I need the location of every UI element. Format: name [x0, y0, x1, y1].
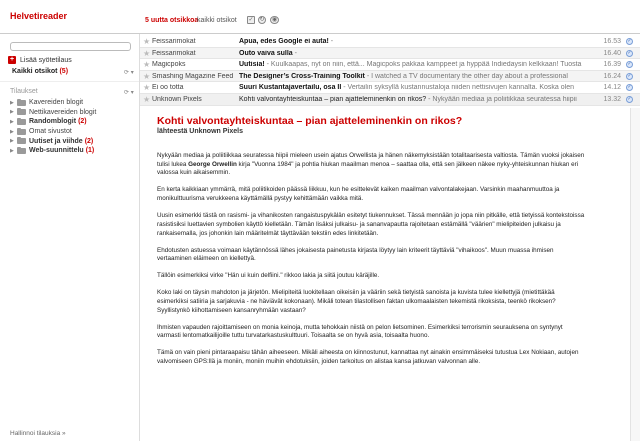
mark-read-icon[interactable]: ✓ — [627, 61, 632, 68]
list-item[interactable] — [140, 36, 640, 48]
item-time: 13.32 — [603, 95, 621, 103]
all-items-label: Kaikki otsikot — [12, 68, 58, 75]
folder-count: (1) — [85, 147, 95, 155]
item-text — [239, 50, 601, 57]
star-icon[interactable]: ★ — [143, 37, 151, 46]
subscription-folder-list — [10, 98, 135, 156]
mark-all-read-icon[interactable]: ✓ — [248, 17, 254, 23]
item-snippet: - Nykyään mediaa ja poliitikkaa seuratessa hiipii — [426, 95, 577, 103]
folder-label: Web-suunnittelu — [29, 147, 84, 155]
sidebar-folder-item[interactable] — [10, 117, 135, 127]
star-icon[interactable]: ★ — [143, 83, 151, 93]
article-paragraph — [157, 152, 587, 178]
article-view — [157, 115, 587, 375]
item-time: 16.40 — [603, 49, 621, 57]
refresh-icon[interactable]: ↻ — [259, 17, 265, 23]
all-items-count: (5) — [59, 68, 69, 75]
paragraph-text: Nykyään mediaa ja poliitiikkaa seuratessa hiipii mieleen usein ajatus Orwellista ja hänen näkemyksistään totalitaarisesta valtiosta. Tämän vuoksi jokaisen tulisi lukea — [157, 152, 585, 168]
list-item[interactable] — [140, 59, 640, 71]
manage-subscriptions-link[interactable]: Hallinnoi tilauksia » — [10, 430, 66, 437]
item-time: 16.53 — [603, 38, 621, 45]
article-body — [157, 152, 587, 367]
mark-read-icon[interactable]: ✓ — [627, 72, 632, 79]
subscriptions-controls[interactable]: ⟳ ▾ — [124, 90, 134, 96]
folder-icon — [17, 148, 26, 154]
item-time: 16.24 — [603, 72, 621, 80]
paragraph-text: kirja "Vuonna 1984" ja pohtia hiukan maailman menoa – saattaa olla, että sen jälkeen näkee nyky-yhteiskunnan hiukan eri valossa kuin aikaisemmin. — [157, 160, 579, 177]
expand-arrow-icon[interactable]: ▶ — [10, 118, 14, 125]
subscriptions-heading: Tilaukset — [10, 88, 38, 95]
mark-read-icon[interactable]: ✓ — [627, 49, 632, 56]
view-toggle-icon[interactable]: ◉ — [271, 17, 278, 23]
mark-read-icon[interactable]: ✓ — [627, 38, 632, 44]
item-source: Unknown Pixels — [152, 95, 202, 103]
unread-items-link[interactable]: 5 uutta otsikkoa — [145, 17, 199, 24]
article-paragraph: Ehdotusten astuessa voimaan käytännössä lähes jokaisesta painetusta kirjasta löytyy lain kriteerit täyttäviä "vihaikoos". Muun muassa ihmisen vertaaminen eläimeen on kiellettyä. — [157, 246, 554, 263]
folder-icon — [17, 119, 26, 125]
item-title: Apua, edes Google ei auta! — [239, 38, 329, 45]
article-paragraph: En kerta kaikkiaan ymmärrä, mitä poliitikoiden päässä liikkuu, kun he esittelevät kaiken maailman valvontalakejaan. Varsinkin maahanmuuttoa ja monikulttuurisma verukkeena käyttämällä pystyy kehittämään vaikka mitä. — [157, 186, 560, 203]
item-source: Ei oo totta — [152, 84, 184, 92]
divider — [0, 81, 139, 82]
item-text — [239, 73, 601, 80]
sidebar-folder-item[interactable] — [10, 136, 135, 146]
sidebar-folder-item[interactable] — [10, 98, 135, 108]
folder-icon — [17, 138, 26, 144]
star-icon[interactable]: ★ — [143, 94, 151, 104]
expand-arrow-icon[interactable]: ▶ — [10, 128, 14, 135]
item-snippet: - — [292, 49, 297, 57]
item-title: Outo vaiva sulla — [239, 49, 293, 57]
item-title: Kohti valvontayhteiskuntaa – pian ajatteleminenkin on rikos? — [239, 95, 427, 103]
article-paragraph: Ihmisten vapauden rajoittamiseen on monia keinoja, mutta tehokkain niistä on pelon lietsominen. Esimerkiksi terrorismin seurauksena on syntynyt varmasti lentomatkailijoille tuttu turvatarkastuskulttuuri. Toisaalta se on hyvä asia, toisaalta huono. — [157, 323, 563, 340]
folder-icon — [17, 109, 26, 115]
add-subscription-button[interactable] — [8, 55, 72, 65]
sidebar-item-all-items[interactable] — [12, 68, 68, 75]
expand-arrow-icon[interactable]: ▶ — [10, 147, 14, 154]
star-icon[interactable]: ★ — [143, 71, 151, 81]
all-items-link[interactable]: kaikki otsikot — [197, 17, 237, 24]
app-logo[interactable]: Helvetireader — [10, 11, 68, 21]
item-snippet: - Kuulkaapas, nyt on niin, että... Magicpoks pakkaa kamppeet ja hyppää Indiedaysin kelkkaan! Tuosta — [264, 61, 582, 69]
star-icon[interactable]: ★ — [143, 60, 151, 70]
article-paragraph: Tällöin esimerkiksi virke "Hän ui kuin delfiini." rikkoo lakia ja siitä joutuu käräjille. — [157, 272, 380, 280]
paragraph-bold-text: George Orwellin — [188, 160, 237, 168]
item-snippet: - Vertailin syksyllä kustannustaloja niiden nettisivujen kannalta. Koska olen — [341, 84, 575, 92]
list-item[interactable] — [140, 82, 640, 94]
star-icon[interactable]: ★ — [143, 48, 151, 58]
item-text — [239, 38, 601, 45]
sidebar-folder-item[interactable] — [10, 108, 135, 118]
folder-icon — [17, 129, 26, 135]
item-snippet: - — [328, 38, 334, 45]
folder-count: (2) — [78, 118, 87, 126]
expand-arrow-icon[interactable]: ▶ — [10, 109, 14, 116]
list-item[interactable] — [140, 48, 640, 60]
item-time: 16.39 — [603, 61, 621, 69]
item-text — [239, 61, 601, 68]
folder-label: Uutiset ja viihde — [29, 137, 83, 145]
item-snippet: - I watched a TV documentary the other day about a professional — [364, 72, 568, 80]
item-source: Magicpoks — [152, 61, 186, 69]
folder-icon — [17, 100, 26, 106]
folder-count: (2) — [84, 137, 94, 145]
list-item-selected[interactable] — [140, 94, 640, 106]
sidebar — [0, 34, 140, 441]
item-source: Feissarimokat — [152, 49, 196, 57]
item-time: 14.12 — [603, 84, 621, 92]
sidebar-folder-item[interactable] — [10, 127, 135, 137]
mark-read-icon[interactable]: ✓ — [627, 84, 632, 91]
item-text — [239, 84, 601, 91]
article-paragraph: Tämä on vain pieni pintaraapaisu tähän aiheeseen. Mikäli aiheesta on kiinnostunut, kannattaa nyt ainakin ensimmäiseksi tutustua Lex Nokiaan, autojen valvomiseen GPS:llä ja moniin, moniin muihin ehdotuksiin, joiden tarkoitus on alistaa kansa jatkuvan valvonnan alle. — [157, 349, 579, 366]
item-text — [239, 96, 601, 103]
expand-arrow-icon[interactable]: ▶ — [10, 138, 14, 145]
mark-read-icon[interactable]: ✓ — [627, 95, 632, 102]
item-source: Smashing Magazine Feed — [152, 72, 234, 80]
article-source: lähteestä Unknown Pixels — [157, 128, 243, 135]
item-title: Uutisia! — [239, 61, 265, 69]
folder-label: Randomblogit — [29, 118, 77, 126]
top-bar — [0, 0, 640, 34]
item-title: Suuri Kustantajavertailu, osa II — [239, 84, 342, 92]
folder-label: Kavereiden blogit — [29, 99, 84, 107]
item-list — [140, 36, 640, 106]
add-subscription-label: Lisää syötetilaus — [20, 56, 72, 64]
search-input[interactable] — [10, 42, 131, 51]
item-title: The Designer’s Cross-Training Toolkit — [239, 72, 365, 80]
folder-label: Nettikavereiden blogit — [29, 108, 97, 116]
article-scrollbar[interactable] — [630, 108, 640, 441]
article-paragraph: Uusin esimerkki tästä on rasismi- ja vihanikosten rangaistuspykälän esitetyt tiukennukset. Tässä mennään jo jopa niin pitkälle, että tietyissä kontekstoissa rasistisiksi luettavien symbolien käyttö kielletään. Tämän lisäksi julkaisu- ja sananvapautta rajoitetaan estämällä "väärien" mielipiteiden julkaisu ja rankaisemalla, jos johonkin lain määritelmät täyttävään tekstiin edes linkitetään. — [157, 212, 585, 237]
article-paragraph: Koko laki on täysin mahdoton ja järjetön. Mielipiteitä luokitellaan oikeisiin ja vääriin sekä tietyistä sanoista ja kuvista tulee kiellettyjä (mietittäkää esimerkiksi satiiria ja sarjakuvia - ne häviävät kokonaan). Mikäli totean tilastollisen faktan ulkomaalaisten tekemistä rikoksista, teenkö rikoksen? Syyllistynkö kiihottamiseen kansanryhmään vastaan? — [157, 289, 556, 314]
list-item[interactable] — [140, 71, 640, 83]
expand-arrow-icon[interactable]: ▶ — [10, 99, 14, 106]
sidebar-folder-item[interactable] — [10, 146, 135, 156]
item-source: Feissarimokat — [152, 38, 196, 45]
article-title[interactable]: Kohti valvontayhteiskuntaa – pian ajatteleminenkin on rikos? — [157, 115, 463, 127]
folder-label: Omat sivustot — [29, 128, 72, 136]
sidebar-controls[interactable]: ⟳ ▾ — [124, 70, 134, 76]
add-icon: + — [9, 56, 15, 63]
